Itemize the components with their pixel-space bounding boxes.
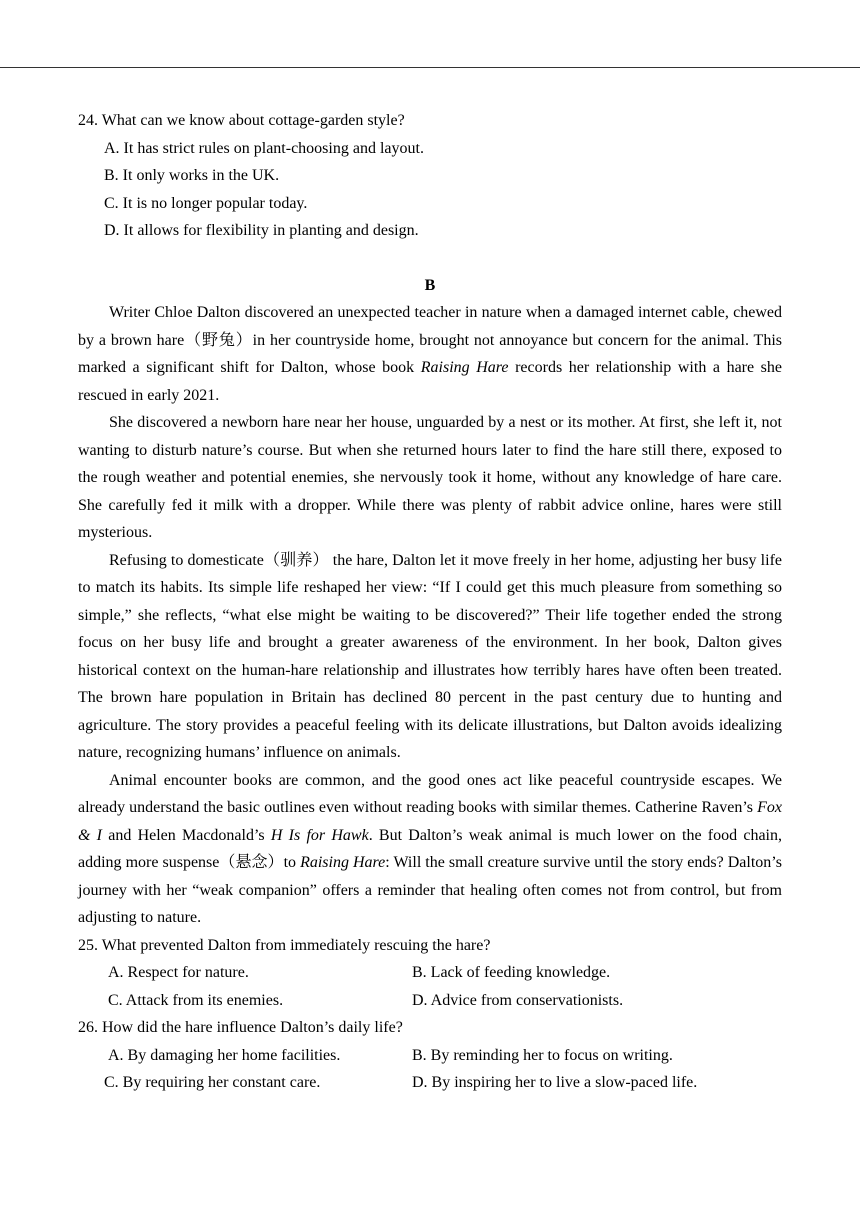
p4-text-a: Animal encounter books are common, and the good ones act like peaceful countryside escapes. We already understand the basic outlines even without reading books with similar themes. Catherine Raven’s: [78, 771, 782, 816]
p1-text-b: records her relationship with a hare she rescued in early 2021.: [78, 359, 782, 404]
question-24-option-c: C. It is no longer popular today.: [104, 194, 308, 212]
passage-paragraph-4: [78, 767, 782, 932]
question-24-option-b: B. It only works in the UK.: [104, 167, 280, 184]
question-26-option-b: B. By reminding her to focus on writing.: [412, 1046, 673, 1064]
question-25-option-d: D. Advice from conservationists.: [412, 991, 624, 1009]
spacer: [78, 245, 782, 272]
book-title-fox-and-i: Fox & I: [78, 799, 782, 844]
book-title-raising-hare: Raising Hare: [420, 359, 509, 376]
question-26-stem: 26. How did the hare influence Dalton’s daily life?: [78, 1019, 403, 1036]
p1-text-a: Writer Chloe Dalton discovered an unexpected teacher in nature when a damaged internet cable, chewed by a brown hare（野兔）in her countryside home, brought not annoyance but concern for the animal. This marked a significant shift for Dalton, whose book: [78, 304, 782, 376]
question-24-option-d: D. It allows for flexibility in planting and design.: [104, 222, 419, 239]
passage-paragraph-1: [78, 299, 782, 409]
book-title-h-is-for-hawk: H Is for Hawk: [270, 826, 369, 844]
question-24-option-a: A. It has strict rules on plant-choosing and layout.: [104, 139, 424, 157]
passage-paragraph-3: Refusing to domesticate（驯养） the hare, Dalton let it move freely in her home, adjusting her busy life to match its habits. Its simple life reshaped her view: “If I could get this much pleasure from something so simple,” she reflects, “what else might be waiting to be discovered?” Their life together ended the strong focus on her busy life and brought a greater awareness of the environment. In her book, Dalton gives historical context on the human-hare relationship and illustrates how terribly hares have often been treated. The brown hare population in Britain has declined 80 percent in the past century due to hunting and agriculture. The story provides a peaceful feeling with its delicate illustrations, but Dalton avoids idealizing nature, recognizing humans’ influence on animals.: [78, 551, 782, 761]
question-25-stem: 25. What prevented Dalton from immediately rescuing the hare?: [78, 936, 491, 954]
question-26-option-c: C. By requiring her constant care.: [104, 1074, 321, 1091]
question-26-option-a: A. By damaging her home facilities.: [108, 1046, 341, 1064]
p4-text-b: and Helen Macdonald’s: [102, 826, 271, 844]
question-25-option-c: C. Attack from its enemies.: [108, 991, 284, 1009]
question-25-option-b: B. Lack of feeding knowledge.: [412, 964, 611, 981]
header-rule: [0, 67, 860, 68]
question-25-option-a: A. Respect for nature.: [108, 964, 249, 981]
passage-paragraph-2: She discovered a newborn hare near her house, unguarded by a nest or its mother. At first, she left it, not wanting to disturb nature’s course. But when she returned hours later to find the hare still there, exposed to the rough weather and potential enemies, she nervously took it home, without any knowledge of hare care. She carefully fed it milk with a dropper. While there was plenty of rabbit advice online, hares were still mysterious.: [78, 414, 782, 541]
document-page: [78, 107, 782, 1097]
question-24-stem: 24. What can we know about cottage-garden style?: [78, 112, 405, 129]
p4-text-c: . But Dalton’s weak animal is much lower on the food chain, adding more suspense（悬念）to: [78, 826, 783, 871]
section-heading-b: B: [424, 276, 436, 294]
question-26-option-d: D. By inspiring her to live a slow-paced life.: [412, 1074, 698, 1091]
question-25-options: [78, 959, 782, 1014]
p4-text-d: : Will the small creature survive until the story ends? Dalton’s journey with her “weak companion” offers a reminder that healing often comes not from control, but from adjusting to nature.: [78, 854, 782, 926]
book-title-raising-hare-2: Raising Hare: [300, 854, 386, 871]
question-26-options: [78, 1042, 782, 1097]
